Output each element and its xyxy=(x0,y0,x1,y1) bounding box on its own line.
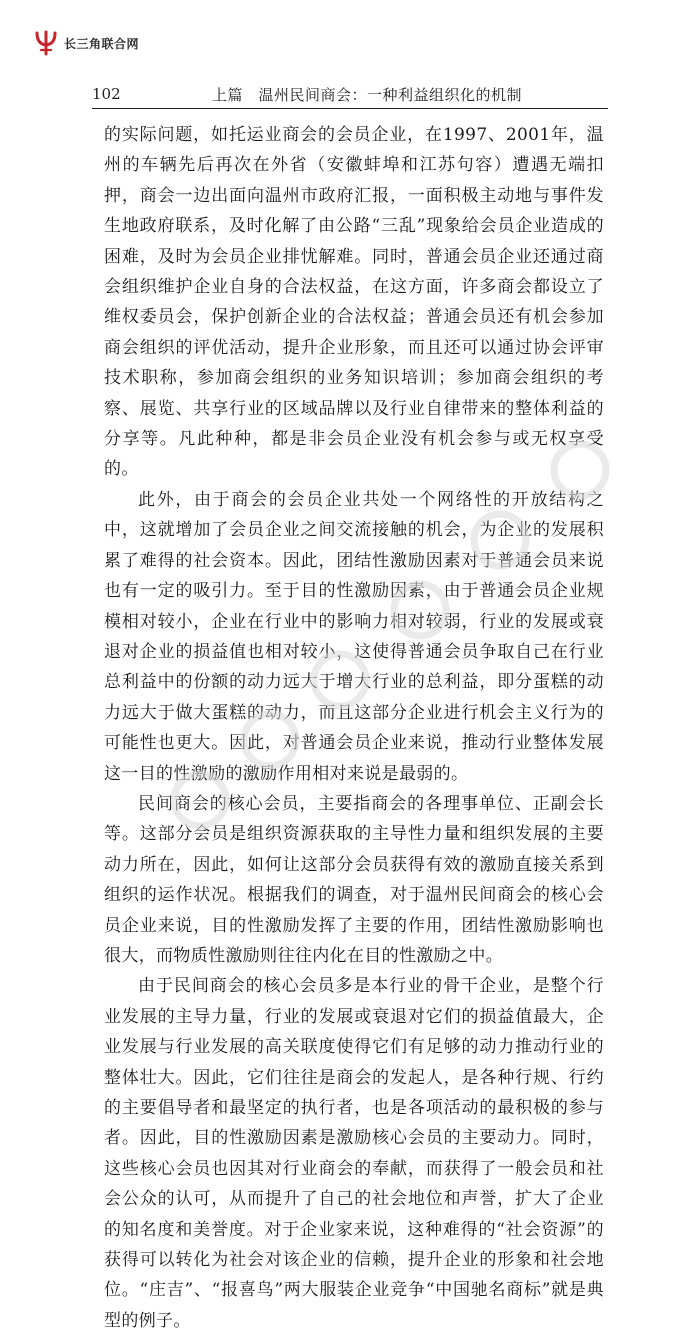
site-logo xyxy=(34,30,139,56)
header-rule xyxy=(92,108,608,109)
paragraph-continued: 的实际问题，如托运业商会的会员企业，在1997、2001年，温州的车辆先后再次在外省（安徽蚌埠和江苏句容）遭遇无端扣押，商会一边出面向温州市政府汇报，一面积极主动地与事件发生地政府联系，及时化解了由公路“三乱”现象给会员企业造成的困难，及时为会员企业排忧解难。同时，普通会员企业还通过商会组织维护企业自身的合法权益，在这方面，许多商会都设立了维权委员会，保护创新企业的合法权益；普通会员还有机会参加商会组织的评优活动，提升企业形象，而且还可以通过协会评审技术职称，参加商会组织的业务知识培训；参加商会组织的考察、展览、共享行业的区域品牌以及行业自律带来的整体利益的分享等。凡此种种，都是非会员企业没有机会参与或无权享受的。 xyxy=(104,125,604,480)
running-header xyxy=(92,82,612,106)
chapter-title: 上篇 温州民间商会：一种利益组织化的机制 xyxy=(212,85,523,104)
paragraph: 由于民间商会的核心会员多是本行业的骨干企业，是整个行业发展的主导力量，行业的发展或衰退对它们的损益值最大，企业发展与行业发展的高关联度使得它们有足够的动力推动行业的整体壮大。因此，它们往往是商会的发起人，是各种行规、行约的主要倡导者和最坚定的执行者，也是各项活动的最积极的参与者。因此，目的性激励因素是激励核心会员的主要动力。同时，这些核心会员也因其对行业商会的奉献，而获得了一般会员和社会公众的认可，从而提升了自己的社会地位和声誉，扩大了企业的知名度和美誉度。对于企业家来说，这种难得的“社会资源”的获得可以转化为社会对该企业的信赖，提升企业的形象和社会地位。“庄吉”、“报喜鸟”两大服装企业竞争“中国驰名商标”就是典型的例子。 xyxy=(104,976,604,1331)
trident-logo-icon xyxy=(34,30,58,56)
body-text xyxy=(104,120,604,1336)
site-logo-text: 长三角联合网 xyxy=(64,36,140,51)
page-number: 102 xyxy=(92,85,121,103)
paragraph: 民间商会的核心会员，主要指商会的各理事单位、正副会长等。这部分会员是组织资源获取的主导性力量和组织发展的主要动力所在，因此，如何让这部分会员获得有效的激励直接关系到组织的运作状况。根据我们的调查，对于温州民间商会的核心会员企业来说，目的性激励发挥了主要的作用，团结性激励影响也很大，而物质性激励则往往内化在目的性激励之中。 xyxy=(104,793,604,966)
paragraph: 此外，由于商会的会员企业共处一个网络性的开放结构之中，这就增加了会员企业之间交流接触的机会，为企业的发展积累了难得的社会资本。因此，团结性激励因素对于普通会员来说也有一定的吸引力。至于目的性激励因素，由于普通会员企业规模相对较小，企业在行业中的影响力相对较弱，行业的发展或衰退对企业的损益值也相对较小，这使得普通会员争取自己在行业总利益中的份额的动力远大于增大行业的总利益，即分蛋糕的动力远大于做大蛋糕的动力，而且这部分企业进行机会主义行为的可能性也更大。因此，对普通会员企业来说，推动行业整体发展这一目的性激励的激励作用相对来说是最弱的。 xyxy=(104,489,604,784)
